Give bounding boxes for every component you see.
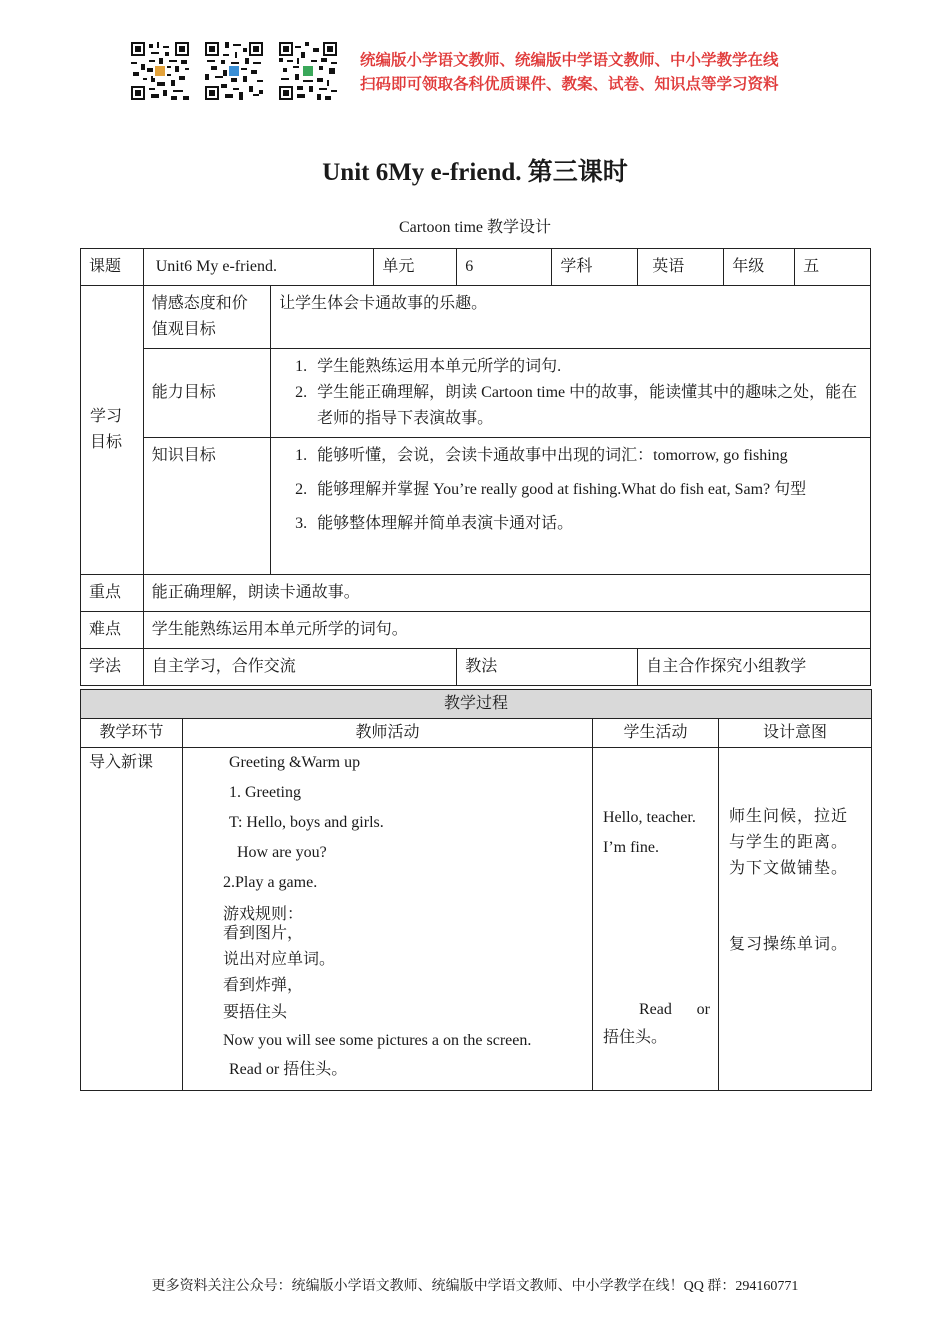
text-line: T: Hello, boys and girls. xyxy=(229,814,384,831)
text-line: I’m fine. xyxy=(603,839,659,856)
goal-row-ability xyxy=(81,349,871,438)
topic-label: 课题 xyxy=(81,249,144,286)
knowledge-goal-list xyxy=(279,443,862,537)
text-line: 师生问候，拉近与学生的距离。为下文做铺垫。 xyxy=(729,808,849,877)
topic-value: Unit6 My e-friend. xyxy=(143,249,374,286)
list-item: 1. 能够听懂，会说，会读卡通故事中出现的词汇：tomorrow, go fishing xyxy=(311,443,862,469)
info-row-header xyxy=(81,249,871,286)
key-point-text: 能正确理解，朗读卡通故事。 xyxy=(143,575,870,612)
qr-code-2 xyxy=(205,42,263,100)
text-line: Read or 捂住头。 xyxy=(229,1061,348,1078)
learn-method-label: 学法 xyxy=(81,649,144,686)
list-item: 1. 学生能熟练运用本单元所学的词句. xyxy=(311,354,862,380)
grade-value: 五 xyxy=(795,249,871,286)
ability-goal-text xyxy=(271,349,871,438)
promo-banner xyxy=(360,48,779,96)
key-point-row xyxy=(81,575,871,612)
text-line: 看到图片， xyxy=(223,925,304,942)
difficulty-label: 难点 xyxy=(81,612,144,649)
emotion-goal-text: 让学生体会卡通故事的乐趣。 xyxy=(271,286,871,349)
lesson-info-table xyxy=(80,248,871,686)
process-title: 教学过程 xyxy=(81,690,872,719)
text-line: How are you? xyxy=(237,844,327,861)
knowledge-goal-text xyxy=(271,438,871,575)
promo-line-1: 统编版小学语文教师、统编版中学语文教师、中小学教学在线 xyxy=(360,51,779,69)
unit-value: 6 xyxy=(457,249,552,286)
design-intent-cell xyxy=(719,748,872,1091)
goal-row-emotion xyxy=(81,286,871,349)
teacher-activity xyxy=(223,748,584,1085)
header-stage: 教学环节 xyxy=(81,719,183,748)
methods-row xyxy=(81,649,871,686)
qr-code-1 xyxy=(131,42,189,100)
text-line: 说出对应单词。 xyxy=(223,951,336,968)
ability-goal-list xyxy=(279,354,862,432)
text-line xyxy=(603,996,710,1024)
grade-label: 年级 xyxy=(724,249,795,286)
teach-method-label: 教法 xyxy=(457,649,638,686)
process-header-row xyxy=(81,719,872,748)
read-word: Read xyxy=(639,1001,672,1018)
key-point-label: 重点 xyxy=(81,575,144,612)
page-title: Unit 6My e-friend. 第三课时 xyxy=(322,159,628,186)
promo-line-2: 扫码即可领取各科优质课件、教案、试卷、知识点等学习资料 xyxy=(360,75,779,93)
student-activity-cell xyxy=(593,748,719,1091)
header-teacher: 教师活动 xyxy=(183,719,593,748)
or-word: or xyxy=(696,1001,710,1018)
text-line: 看到炸弹， xyxy=(223,977,304,994)
list-item: 2. 学生能正确理解，朗读 Cartoon time 中的故事，能读懂其中的趣味之处，能在老师的指导下表演故事。 xyxy=(311,380,862,432)
stage-cell: 导入新课 xyxy=(81,748,183,1091)
page-subtitle: Cartoon time 教学设计 xyxy=(399,219,551,236)
goal-row-knowledge xyxy=(81,438,871,575)
process-row-intro xyxy=(81,748,872,1091)
text-line: Now you will see some pictures a on the screen. xyxy=(223,1032,532,1049)
text-line: 复习操练单词。 xyxy=(729,936,849,953)
teach-method-value: 自主合作探究小组教学 xyxy=(638,649,871,686)
header-intent: 设计意图 xyxy=(719,719,872,748)
header-student: 学生活动 xyxy=(593,719,719,748)
footer-note: 更多资料关注公众号：统编版小学语文教师、统编版中学语文教师、中小学教学在线！QQ 群：294160771 xyxy=(151,1279,799,1294)
goals-label: 学习目标 xyxy=(81,286,144,575)
ability-goal-label: 能力目标 xyxy=(143,349,270,438)
teacher-activity-cell xyxy=(183,748,593,1091)
process-title-row xyxy=(81,690,872,719)
learn-method-value: 自主学习，合作交流 xyxy=(143,649,457,686)
text-line: 游戏规则： xyxy=(223,906,304,923)
teaching-process-table xyxy=(80,689,872,1091)
emotion-goal-label: 情感态度和价值观目标 xyxy=(143,286,270,349)
text-line: Hello, teacher. xyxy=(603,809,696,826)
unit-label: 单元 xyxy=(374,249,457,286)
list-item: 2. 能够理解并掌握 You’re really good at fishing.What do fish eat, Sam? 句型 xyxy=(311,477,862,503)
text-line: 1. Greeting xyxy=(229,784,301,801)
subject-label: 学科 xyxy=(552,249,638,286)
text-line: 2.Play a game. xyxy=(223,874,318,891)
text-line: 要捂住头 xyxy=(223,1004,288,1021)
knowledge-goal-label: 知识目标 xyxy=(143,438,270,575)
text-line: Greeting &Warm up xyxy=(229,754,361,771)
qr-code-3 xyxy=(279,42,337,100)
difficulty-row xyxy=(81,612,871,649)
list-item: 3. 能够整体理解并简单表演卡通对话。 xyxy=(311,511,862,537)
text-line: 捂住头。 xyxy=(603,1029,668,1046)
subject-value: 英语 xyxy=(638,249,724,286)
difficulty-text: 学生能熟练运用本单元所学的词句。 xyxy=(143,612,870,649)
